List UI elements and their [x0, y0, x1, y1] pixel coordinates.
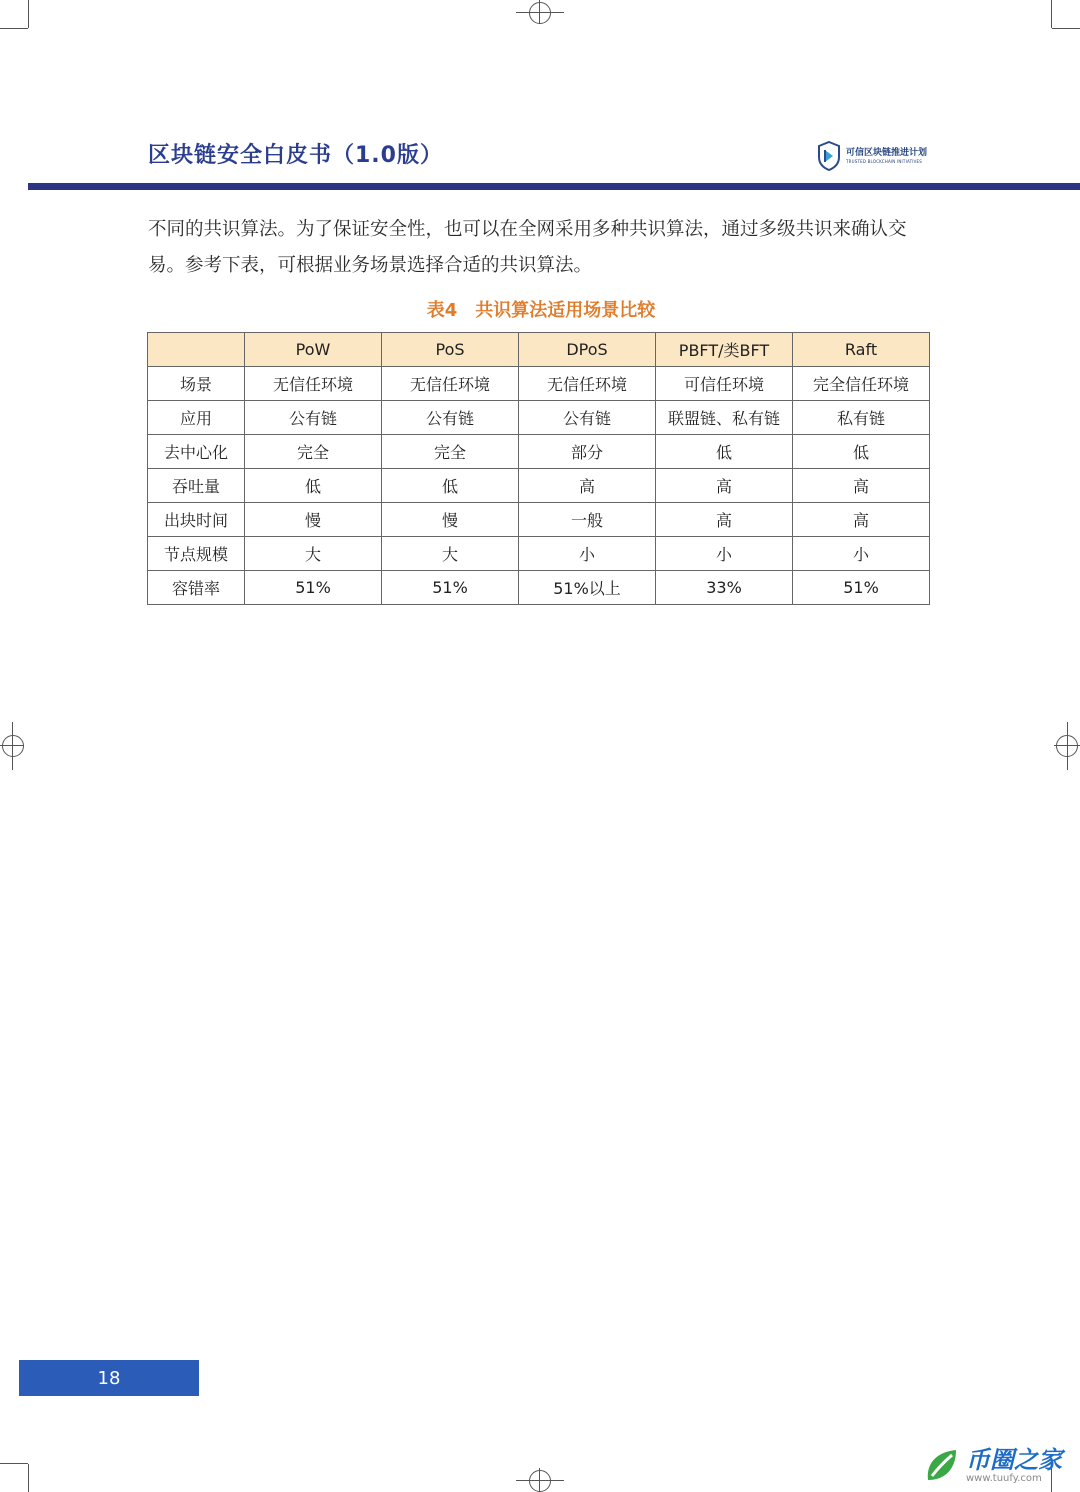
table-cell: 高: [656, 469, 793, 503]
crop-mark: [28, 1464, 29, 1492]
crop-mark: [539, 1468, 540, 1492]
table-cell: 出块时间: [148, 503, 245, 537]
table-cell: 私有链: [793, 401, 930, 435]
table-cell: 容错率: [148, 571, 245, 605]
table-cell: 大: [245, 537, 382, 571]
crop-mark: [1054, 745, 1080, 746]
table-cell: 51%: [245, 571, 382, 605]
watermark-url: www.tuufy.com: [966, 1473, 1042, 1484]
table-row: [148, 435, 930, 469]
table-caption: 表4 共识算法适用场景比较: [426, 300, 656, 321]
table-header-cell: [148, 333, 245, 367]
table-cell: 低: [656, 435, 793, 469]
site-watermark: [922, 1446, 1062, 1486]
table-cell: 低: [245, 469, 382, 503]
table-cell: 场景: [148, 367, 245, 401]
crop-mark: [1052, 28, 1080, 29]
logo-en-text: TRUSTED BLOCKCHAIN INITIATIVES: [846, 158, 922, 164]
crop-mark: [1051, 0, 1052, 28]
table-row: [148, 401, 930, 435]
crop-mark: [12, 722, 13, 770]
table-cell: 部分: [519, 435, 656, 469]
table-cell: 无信任环境: [382, 367, 519, 401]
crop-mark: [0, 1463, 28, 1464]
table-header-cell: PBFT/类BFT: [656, 333, 793, 367]
table-cell: 联盟链、私有链: [656, 401, 793, 435]
consensus-comparison-table: [147, 332, 930, 605]
table-cell: 公有链: [519, 401, 656, 435]
table-cell: 小: [519, 537, 656, 571]
page-number-box: [19, 1360, 199, 1396]
table-cell: 公有链: [245, 401, 382, 435]
crop-mark: [0, 745, 24, 746]
table-header-cell: DPoS: [519, 333, 656, 367]
crop-mark: [0, 28, 28, 29]
crop-mark: [28, 0, 29, 28]
table-cell: 高: [793, 469, 930, 503]
table-cell: 完全: [382, 435, 519, 469]
table-cell: 高: [793, 503, 930, 537]
table-cell: 低: [382, 469, 519, 503]
table-cell: 无信任环境: [245, 367, 382, 401]
table-row: [148, 571, 930, 605]
table-cell: 高: [519, 469, 656, 503]
table-cell: 完全: [245, 435, 382, 469]
table-cell: 吞吐量: [148, 469, 245, 503]
page-number: 18: [97, 1368, 121, 1389]
body-paragraph: 不同的共识算法。为了保证安全性，也可以在全网采用多种共识算法，通过多级共识来确认交易。参考下表，可根据业务场景选择合适的共识算法。: [148, 219, 907, 276]
table-cell: 公有链: [382, 401, 519, 435]
table-cell: 高: [656, 503, 793, 537]
table-row: [148, 537, 930, 571]
leaf-logo-icon: [922, 1446, 962, 1486]
table-header-cell: PoS: [382, 333, 519, 367]
table-cell: 应用: [148, 401, 245, 435]
logo-cn-text: 可信区块链推进计划: [846, 147, 928, 158]
crop-mark: [516, 12, 564, 13]
shield-logo-icon: [818, 141, 840, 171]
crop-mark: [1067, 722, 1068, 770]
table-cell: 一般: [519, 503, 656, 537]
table-cell: 慢: [245, 503, 382, 537]
header-divider: [28, 183, 1080, 190]
watermark-name: 币圈之家: [966, 1446, 1062, 1474]
table-cell: 慢: [382, 503, 519, 537]
table-cell: 33%: [656, 571, 793, 605]
table-row: [148, 367, 930, 401]
table-cell: 无信任环境: [519, 367, 656, 401]
document-title: 区块链安全白皮书（1.0版）: [148, 143, 443, 168]
table-cell: 小: [656, 537, 793, 571]
table-cell: 大: [382, 537, 519, 571]
table-header-row: [148, 333, 930, 367]
table-cell: 小: [793, 537, 930, 571]
crop-mark: [516, 1480, 564, 1481]
table-header-cell: PoW: [245, 333, 382, 367]
registration-mark-icon: [529, 1470, 551, 1492]
table-cell: 51%: [382, 571, 519, 605]
table-cell: 去中心化: [148, 435, 245, 469]
table-cell: 完全信任环境: [793, 367, 930, 401]
crop-mark: [539, 0, 540, 24]
table-cell: 51%: [793, 571, 930, 605]
table-row: [148, 469, 930, 503]
trusted-blockchain-logo: [818, 141, 927, 171]
registration-mark-icon: [2, 735, 24, 757]
registration-mark-icon: [529, 2, 551, 24]
table-cell: 节点规模: [148, 537, 245, 571]
table-cell: 可信任环境: [656, 367, 793, 401]
table-cell: 51%以上: [519, 571, 656, 605]
table-header-cell: Raft: [793, 333, 930, 367]
table-row: [148, 503, 930, 537]
table-cell: 低: [793, 435, 930, 469]
